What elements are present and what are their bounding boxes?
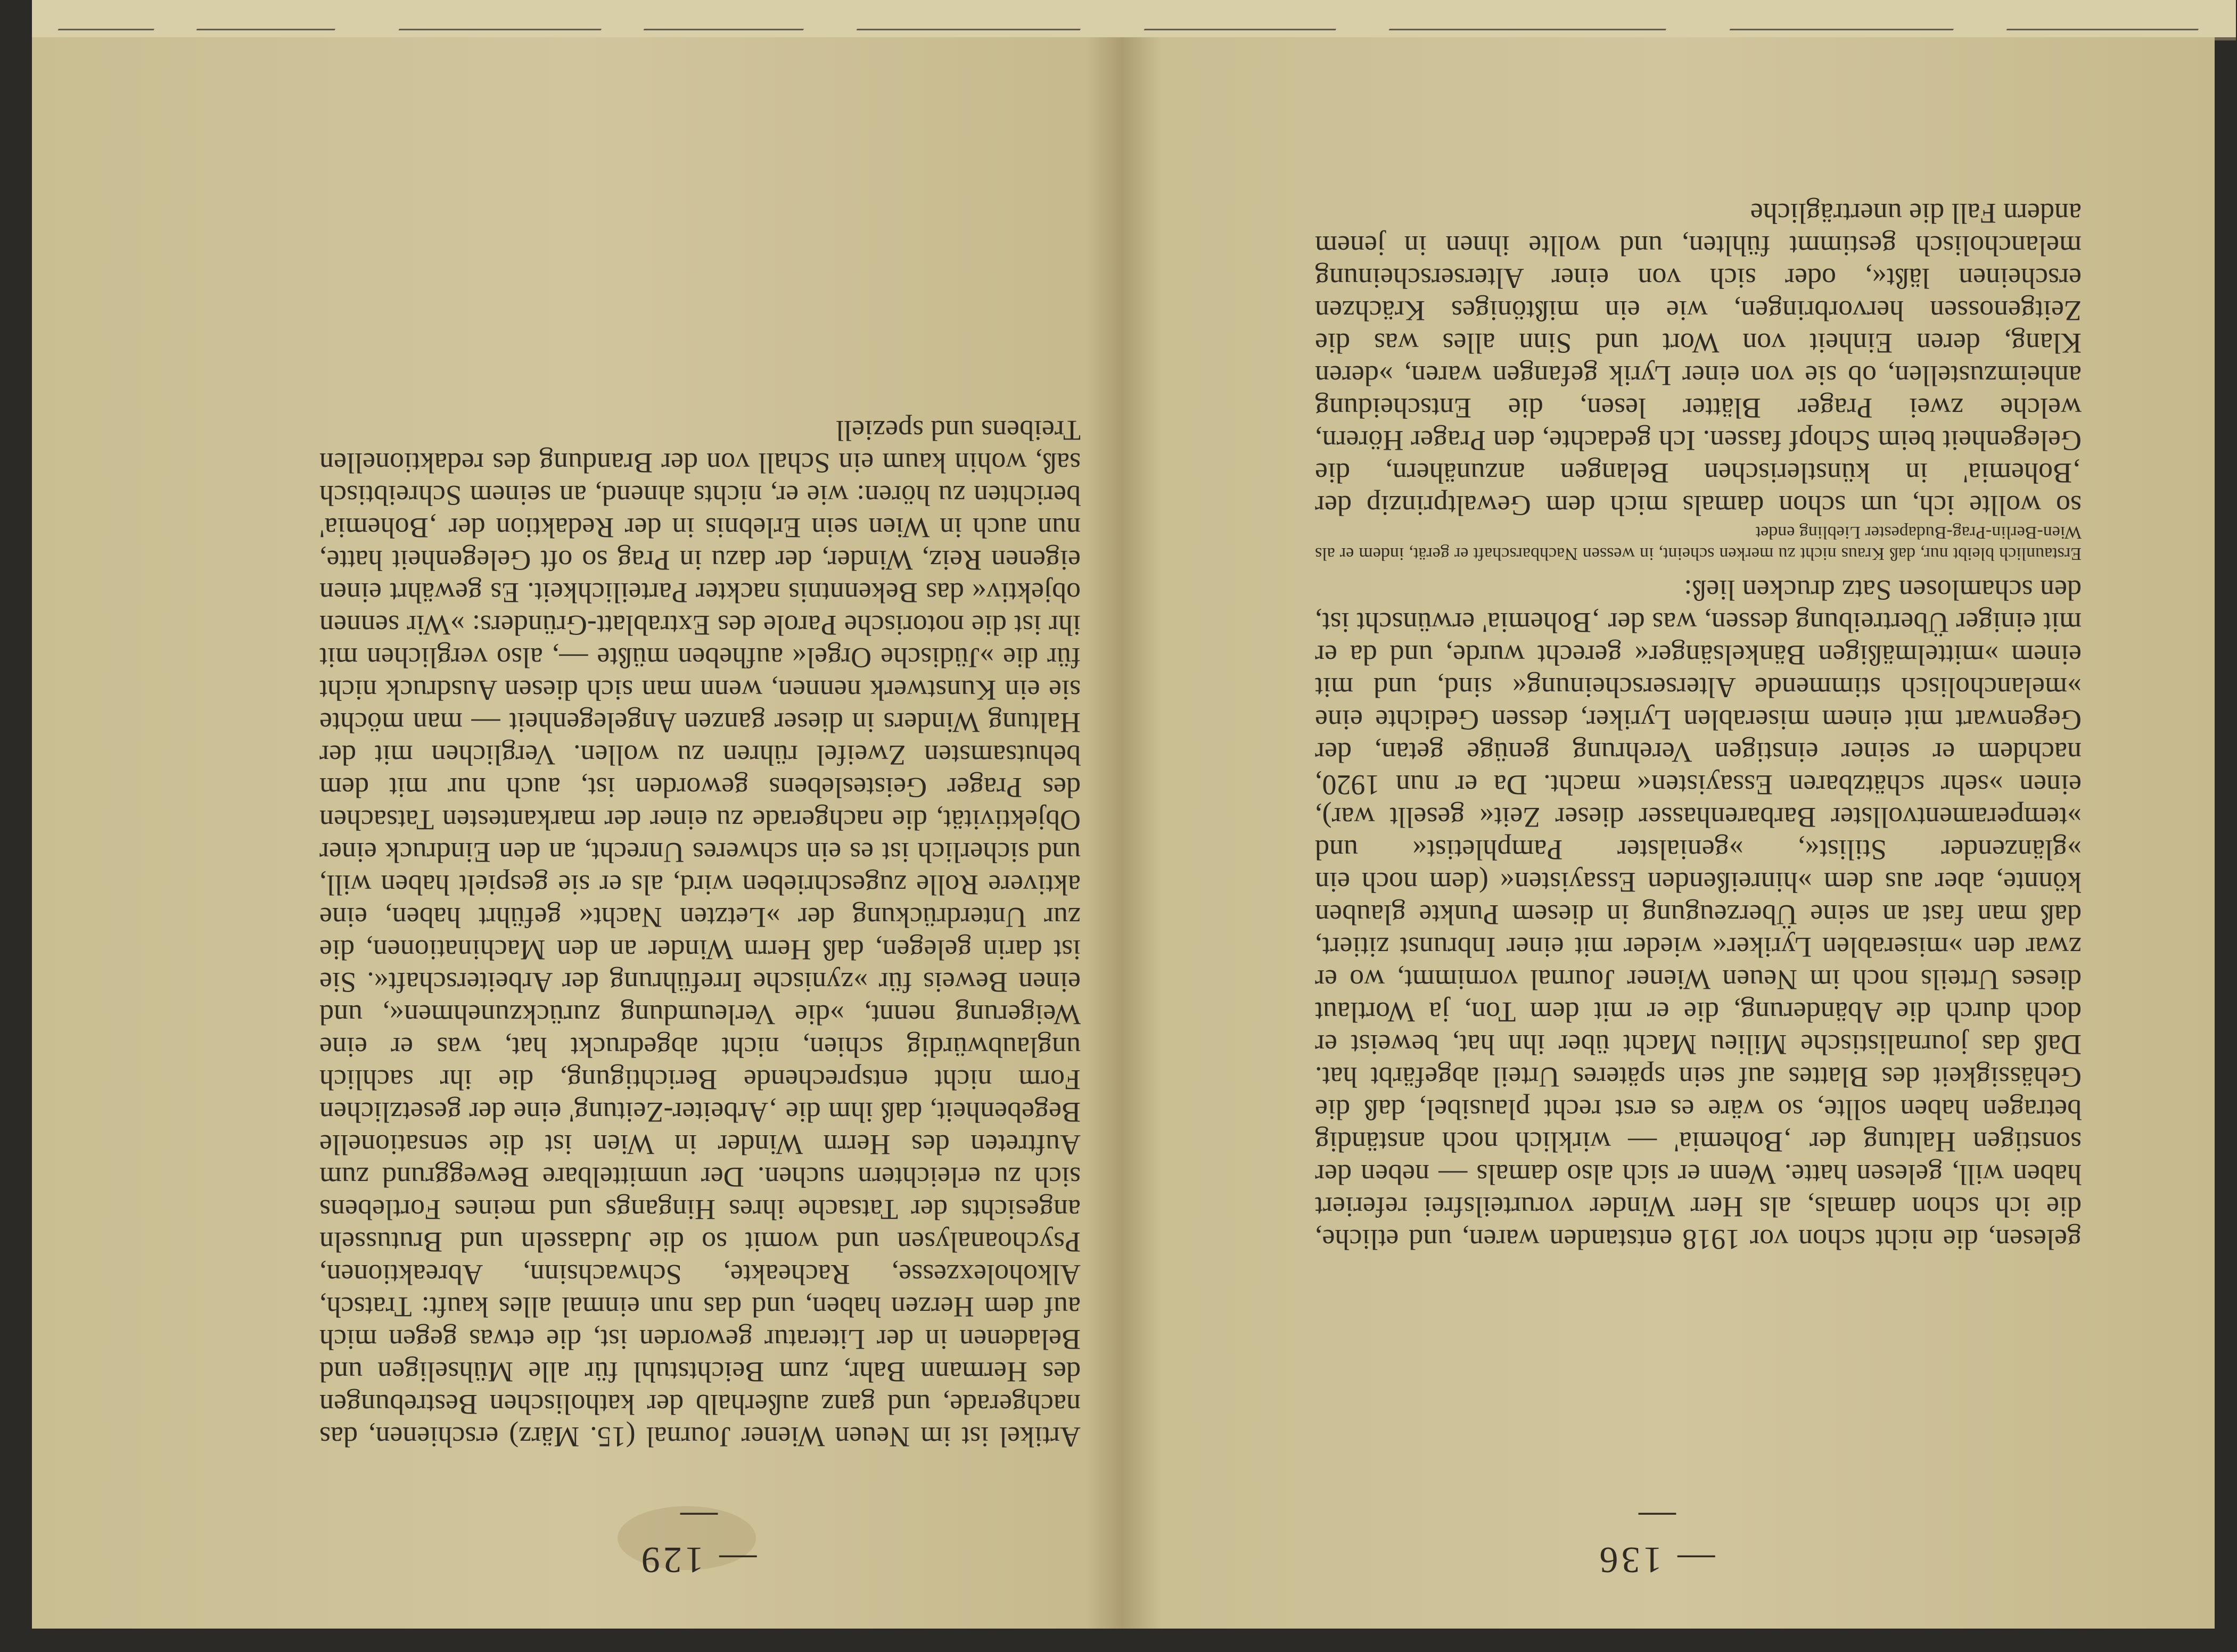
handwriting-mark [1730, 4, 1965, 30]
right-page [1123, 37, 2215, 1629]
handwriting-mark [196, 4, 347, 30]
handwriting-mark [644, 4, 816, 30]
handwriting-mark [2006, 4, 2210, 30]
left-page [32, 37, 1123, 1629]
right-page-number: — 136 — [1596, 1497, 1715, 1580]
right-page-body [1315, 197, 2082, 1255]
right-page-footnote: Erstaunlich bleibt nur, daß Kraus nicht zu merken scheint, in wessen Nachbarschaft er gerät, indem er als Wien-Berlin-Prag-Budapester Liebling endet [1315, 523, 2082, 564]
handwriting-mark [857, 4, 1092, 30]
handwriting-mark [1389, 4, 1678, 30]
right-page-paragraph-lower: so wollte ich, um schon damals mich dem Gewaltprinzip der ‚Bohemia' in künstlerischen Belangen anzunähern, die Gelegenheit beim Schopf fassen. Ich gedachte, den Prager Hörern, welche zwei Prager Blätter lesen, die Entscheidung anheimzustellen, ob sie von einer Lyrik gefangen waren, »deren Klang, deren Einheit von Wort und Sinn alles was die Zeitgenossen hervorbringen, wie ein mißtöniges Krächzen erscheinen läßt«, oder sich von einer Alterserscheinung melancholisch gestimmt fühlten, und wollte ihnen in jenem andern Fall die unerträgliche [1315, 197, 2082, 522]
left-page-number: — 129 — [638, 1497, 757, 1580]
book-gutter [1086, 37, 1161, 1629]
previous-page-edge [32, 0, 2236, 40]
left-page-body [319, 197, 1081, 1453]
handwriting-mark [399, 4, 613, 30]
right-page-paragraph-upper: gelesen, die nicht schon vor 1918 entstanden waren, und etliche, die ich schon damals, als Herr Winder vorurteilsfrei referiert haben will, gelesen hatte. Wenn er sich also damals — neben der sonstigen Haltung der ‚Bohemia' — wirklich noch anständig betragen haben sollte, so wäre es erst recht plausibel, daß die Gehässigkeit des Blattes auf sein späteres Urteil abgefärbt hat. Daß das journalistische Milieu Macht über ihn hat, beweist er doch durch die Abänderung, die er mit dem Ton, ja Wortlaut dieses Urteils noch im Neuen Wiener Journal vornimmt, wo er zwar den »miserablen Lyriker« wieder mit einer Inbrunst zitiert, daß man fast an seine Überzeugung in diesem Punkte glauben könnte, aber aus dem »hinreißenden Essayisten« (dem noch ein »glänzender Stilist«, »genialster Pamphletist« und »temperamentvollster Barbarenhasser dieser Zeit« gesellt war), einen »sehr schätzbaren Essayisten« macht. Da er nun 1920, nachdem er seiner einstigen Verehrung genüge getan, der Gegenwart mit einem miserablen Lyriker, dessen Gedichte eine »melancholisch stimmende Alterserscheinung« sind, und mit einem »mittelmäßigen Bänkelsänger« gerecht wurde, und da er mit einiger Übertreibung dessen, was der ‚Bohemia' erwünscht ist, den schamlosen Satz drucken ließ: [1315, 574, 2082, 1255]
handwriting-mark [1144, 4, 1348, 30]
handwriting-mark [58, 4, 166, 30]
left-page-paragraph: Artikel ist im Neuen Wiener Journal (15. März) erschienen, das nachgerade, und ganz außerhalb der katholischen Bestrebungen des Hermann Bahr, zum Beichtstuhl für alle Mühseligen und Beladenen in der Literatur geworden ist, die etwas gegen mich auf dem Herzen haben, und das nun einmal alles kauft: Tratsch, Alkoholexzesse, Racheakte, Schwachsinn, Abreaktionen, Psychoanalysen und womit so die Judasseln und Brutusseln angesichts der Tatsache ihres Hingangs und meines Fortlebens sich zu erleichtern suchen. Der unmittelbare Beweggrund zum Auftreten des Herrn Winder in Wien ist die sensationelle Begebenheit, daß ihm die ‚Arbeiter-Zeitung' eine der gesetzlichen Form nicht entsprechende Berichtigung, die ihr sachlich unglaubwürdig schien, nicht abgedruckt hat, was er eine Weigerung nennt, »die Verleumdung zurückzunehmen«, und einen Beweis für »zynische Irreführung der Arbeiterschaft«. Sie ist darin gelegen, daß Herrn Winder an den Machinationen, die zur Unterdrückung der »Letzten Nacht« geführt haben, eine aktivere Rolle zugeschrieben wird, als er sie gespielt haben will, und sicherlich ist es ein schweres Unrecht, an den Eindruck einer Objektivität, die nachgerade zu einer der markantesten Tatsachen des Prager Geisteslebens geworden ist, auch nur mit dem behutsamsten Zweifel rühren zu wollen. Verglichen mit der Haltung Winders in dieser ganzen Angelegenheit — man möchte sie ein Kunstwerk nennen, wenn man sich diesen Ausdruck nicht für die »Jüdische Orgel« aufheben müßte —, also verglichen mit ihr ist die notorische Parole des Extrablatt-Gründers: »Wir sennen objektiv« das Bekenntnis nackter Parteilichkeit. Es gewährt einen eigenen Reiz, Winder, der dazu in Prag so oft Gelegenheit hatte, nun auch in Wien sein Erlebnis in der Redaktion der ‚Bohemia' berichten zu hören: wie er, nichts ahnend, an seinem Schreibtisch saß, wohin kaum ein Schall von der Brandung des redaktionellen Treibens und speziell [319, 415, 1081, 1453]
book-spread [32, 37, 2215, 1629]
